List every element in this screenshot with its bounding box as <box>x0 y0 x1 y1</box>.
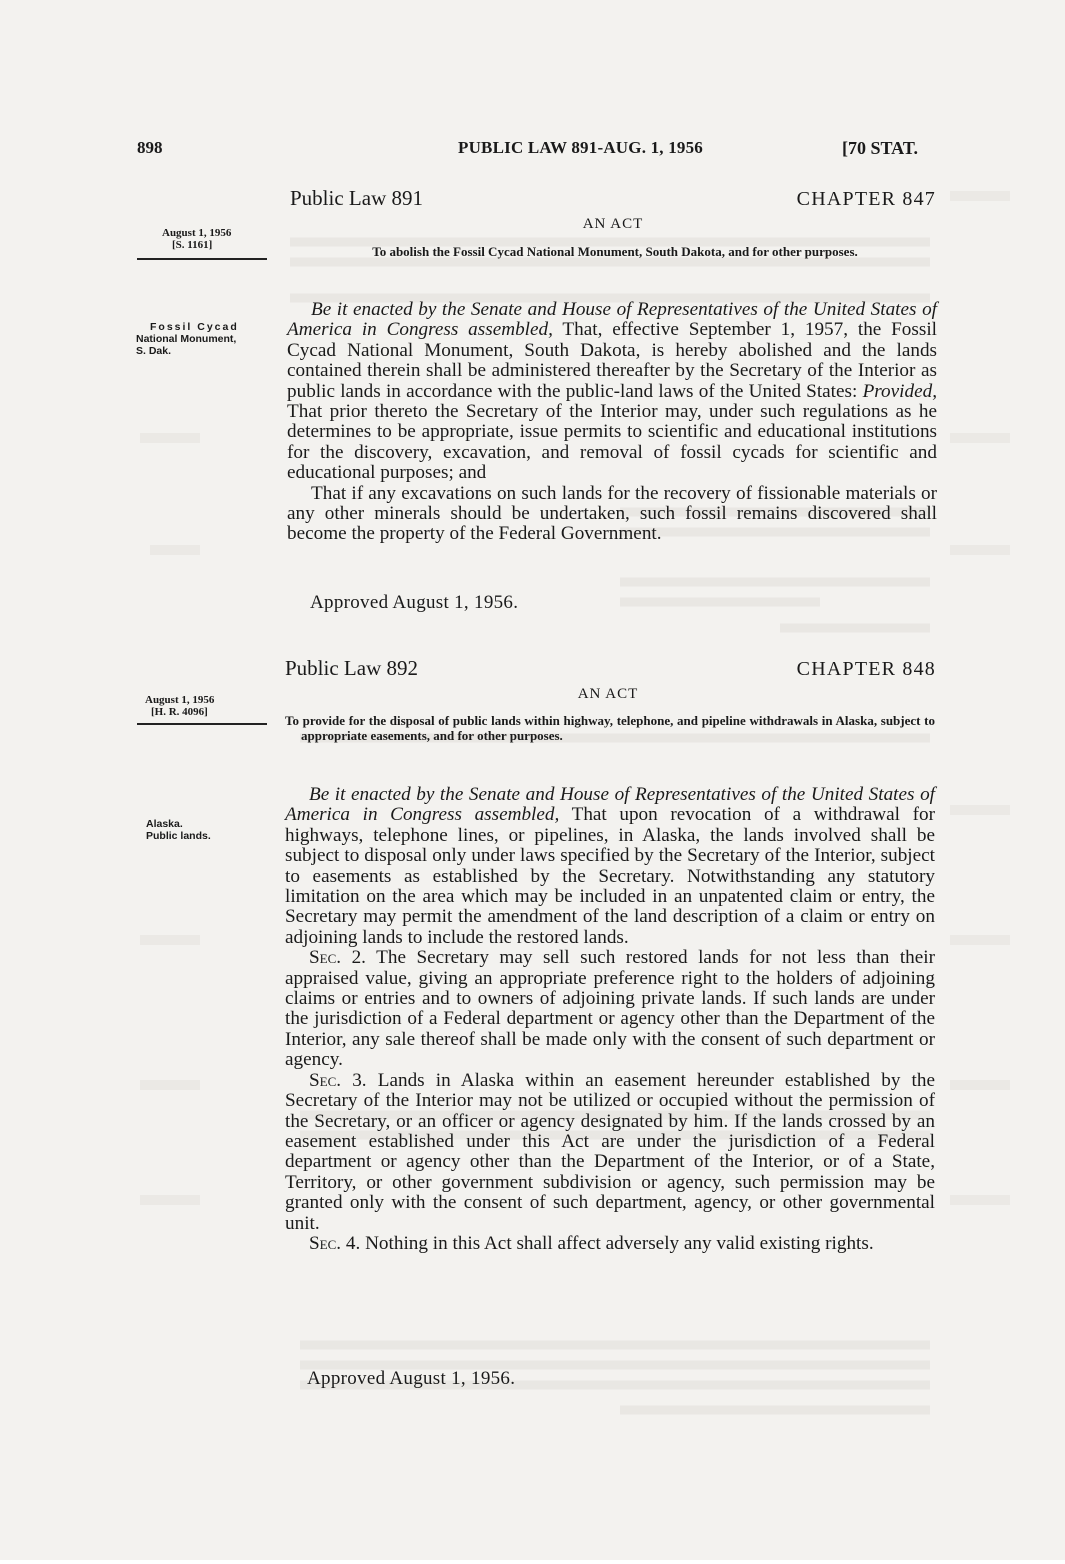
section-paragraph <box>285 948 935 1070</box>
margin-rule <box>137 258 267 260</box>
margin-date <box>148 227 231 251</box>
law-number: Public Law 892 <box>285 656 418 680</box>
chapter-number: CHAPTER 848 <box>796 658 936 680</box>
page-number: 898 <box>137 138 163 157</box>
margin-bill-number: [S. 1161] <box>172 239 213 251</box>
section-paragraph <box>285 1234 935 1254</box>
approval-line: Approved August 1, 1956. <box>310 592 519 613</box>
section-text: Lands in Alaska within an easement hereunder established by the Secretary of the Interior may not be utilized or occupied without the permission of the Secretary, or an officer or agency designated by him. If the lands crossed by an easement established under this Act are under the jurisdiction of a Federal department or agency other than the Department of the Interior, or of a State, Territory, or other government subdivision or agency, such permission may be granted only with the consent of such department, agency, or other governmental unit. <box>285 1069 936 1234</box>
act-label: AN ACT <box>582 216 644 232</box>
paragraph-text: That upon revocation of a withdrawal for highways, telephone lines, or pipelines, in Alaska, the lands involved shall be subject to disposal only under laws specified by the Secretary of the Interior, subject to easements as established by the Secretary. Notwithstanding any statutory limitation on the area which may be included in an unpatented claim or entry, the Secretary may permit the amendment of the land description of a claim or entry on adjoining lands to include the restored lands. <box>285 804 936 948</box>
margin-bill-number: [H. R. 4096] <box>151 706 208 718</box>
margin-date-text: August 1, 1956 <box>145 694 215 706</box>
section-paragraph <box>285 1071 935 1234</box>
section-label: Sec. 4. <box>309 1232 361 1254</box>
section-text: Nothing in this Act shall affect adversely any valid existing rights. <box>365 1232 874 1254</box>
act-paragraph <box>285 785 935 948</box>
margin-subject-line: Public lands. <box>146 830 211 842</box>
paragraph-text: That, effective September 1, 1957, the Fossil Cycad National Monument, South Dakota, is hereby abolished and the lands contained therein shall be administered thereafter by the Secretary of the Interior as public lands in accordance with the public-land laws of the United States: <box>287 319 937 402</box>
running-head <box>0 138 1065 168</box>
law-number: Public Law 891 <box>290 186 423 210</box>
act-body <box>285 785 935 1254</box>
act-body <box>287 300 937 545</box>
margin-subject-line: National Monument, <box>136 333 237 345</box>
paragraph-text: That prior thereto the Secretary of the Interior may, under such regulations as he determines to be appropriate, issue permits to scientific and educational institutions for the discovery, excavation, and removal of fossil cycads for scientific and educational purposes; and <box>287 401 937 484</box>
running-title: PUBLIC LAW 891-AUG. 1, 1956 <box>458 138 703 157</box>
section-label: Sec. 2. <box>309 947 366 969</box>
margin-subject-line: Alaska. <box>146 818 183 830</box>
section-label: Sec. 3. <box>309 1069 367 1091</box>
section-text: The Secretary may sell such restored lands for not less than their appraised value, giving an appropriate preference right to the holders of adjoining claims or entries and to owners of adjoining private lands. If such lands are under the jurisdiction of a Federal department or agency other than the Department of the Interior, any sale thereof shall be made only with the consent of such department or agency. <box>285 947 935 1071</box>
approval-line: Approved August 1, 1956. <box>307 1368 516 1389</box>
margin-subject <box>146 818 266 842</box>
margin-date-text: August 1, 1956 <box>162 227 232 239</box>
statute-reference: [70 STAT. <box>842 138 919 158</box>
act-title: To abolish the Fossil Cycad National Monument, South Dakota, and for other purposes. <box>372 244 858 259</box>
enacting-clause: Be it enacted by the Senate and House of Representatives of the United States of America in Congress assembled, <box>287 299 937 341</box>
margin-subject <box>136 321 276 357</box>
chapter-number: CHAPTER 847 <box>796 188 936 210</box>
act-title: To provide for the disposal of public lands within highway, telephone, and pipeline withdrawals in Alaska, subject to appropriate easements, and for other purposes. <box>285 713 935 743</box>
margin-subject-line: S. Dak. <box>136 345 172 357</box>
margin-rule <box>137 723 267 725</box>
margin-subject-line: Fossil Cycad <box>150 321 239 333</box>
margin-date <box>131 694 214 718</box>
proviso: Provided, <box>862 380 937 402</box>
act-paragraph: That if any excavations on such lands for the recovery of fissionable materials or any other minerals should be undertaken, such fossil remains discovered shall become the property of the Federal Government. <box>287 482 937 545</box>
act-label: AN ACT <box>577 686 639 702</box>
enacting-clause: Be it enacted by the Senate and House of Representatives of the United States of America in Congress assembled, <box>285 784 935 826</box>
act-paragraph <box>287 300 937 484</box>
